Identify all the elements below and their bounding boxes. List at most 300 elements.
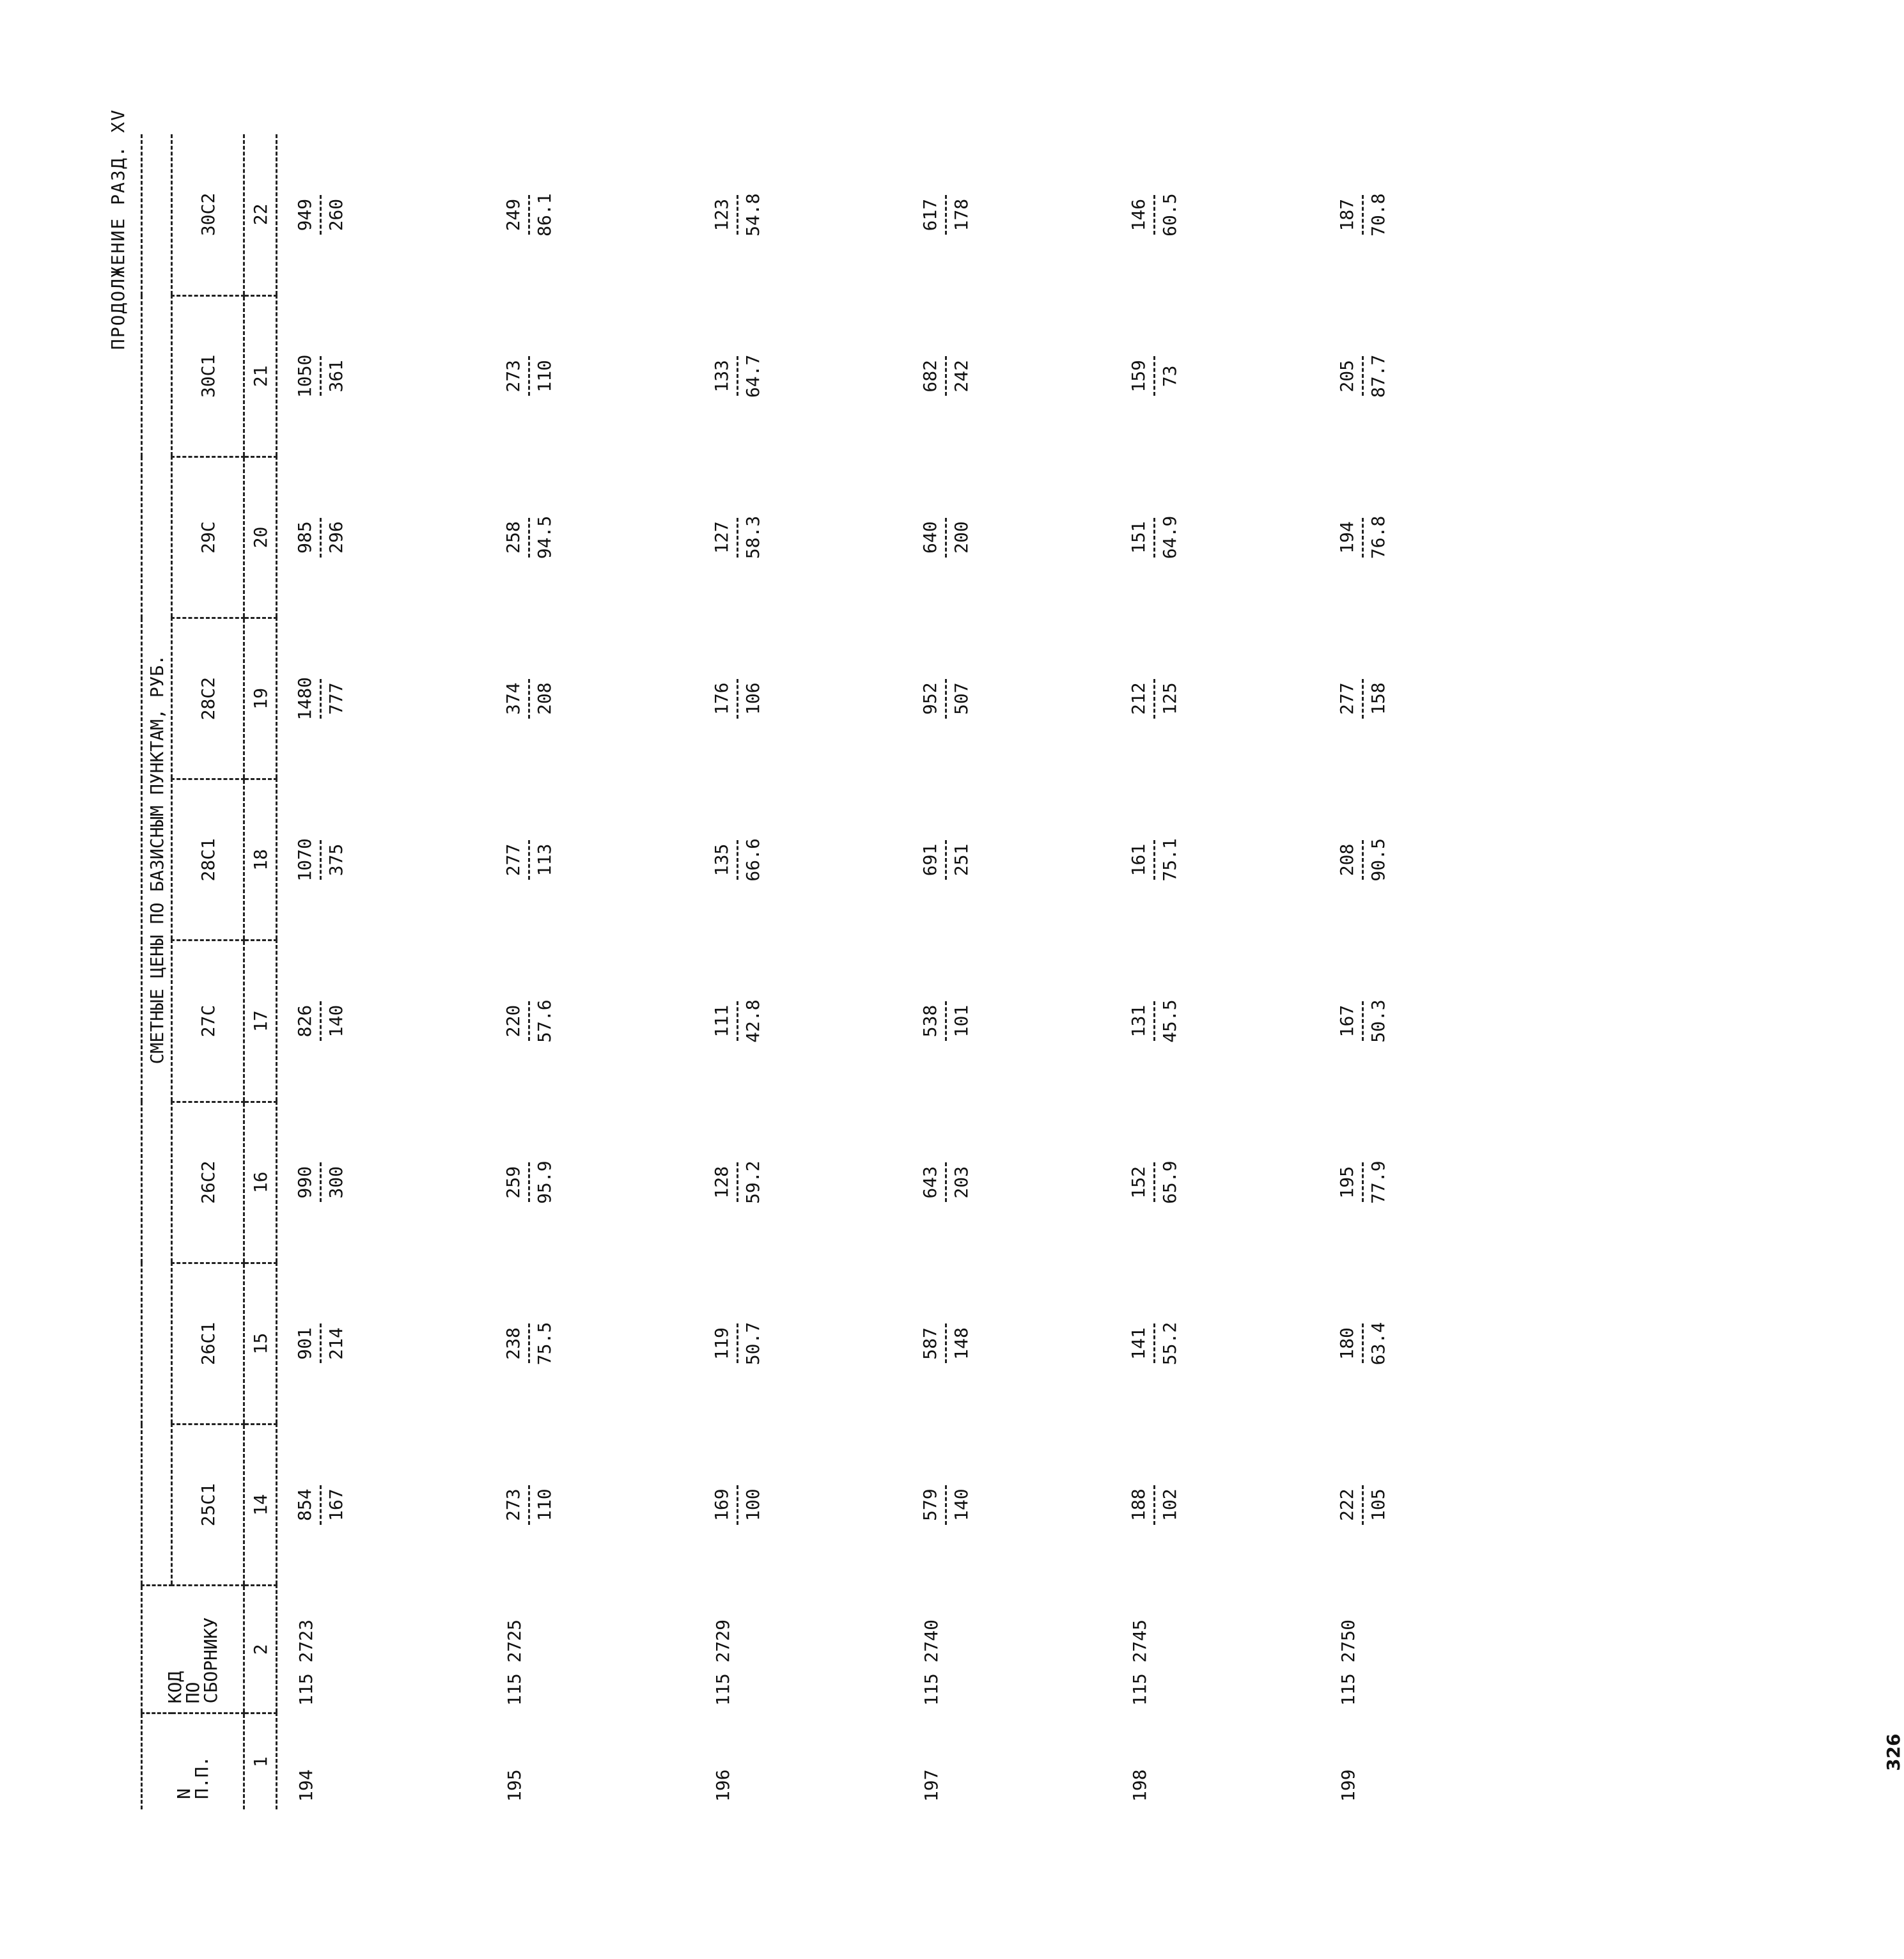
price-cell [694,779,903,940]
price-total: 161 [1128,843,1149,877]
price-fraction [712,347,763,405]
fraction-bar [1362,840,1364,880]
row-code: 115 2750 [1338,1619,1359,1706]
price-fraction [1338,1476,1388,1534]
continuation-title: ПРОДОЛЖЕНИЕ РАЗД. XV [107,109,129,350]
price-cell [694,457,903,618]
price-fraction [921,347,971,405]
price-total: 259 [503,1166,524,1199]
price-fraction [1129,1315,1180,1372]
price-total: 176 [711,682,732,715]
price-fraction [921,186,971,244]
row-code: 115 2740 [921,1619,942,1706]
price-cell [903,1263,1111,1424]
price-total: 691 [919,843,940,877]
price-cell [1320,940,1528,1102]
price-cell [277,295,487,457]
price-cell [694,295,903,457]
fraction-bar [1362,1162,1364,1202]
price-total: 854 [294,1488,315,1521]
price-component: 125 [1159,682,1180,715]
fraction-bar [1362,518,1364,558]
header-price-col: 26С1 [172,1263,244,1424]
price-fraction [504,831,554,889]
price-total: 990 [294,1166,315,1199]
price-fraction [921,1153,971,1211]
price-fraction [712,1315,763,1372]
price-cell [486,618,694,779]
price-total: 587 [919,1327,940,1360]
price-component: 87.7 [1368,354,1389,398]
price-component: 110 [534,1488,555,1521]
price-fraction [295,1153,346,1211]
price-cell [277,779,487,940]
row-number: 195 [504,1769,525,1802]
price-cell [277,618,487,779]
fraction-bar [1153,356,1155,396]
header-price-col: 28С2 [172,618,244,779]
price-cell [1320,295,1528,457]
price-component: 94.5 [534,515,555,559]
price-component: 66.6 [742,838,763,882]
price-total: 617 [919,198,940,231]
price-cell [486,295,694,457]
price-component: 101 [951,1004,972,1038]
price-component: 113 [534,843,555,877]
price-fraction [1129,186,1180,244]
price-fraction [295,1476,346,1534]
price-total: 133 [711,360,732,393]
price-total: 952 [919,682,940,715]
fraction-bar [528,1485,530,1525]
price-component: 296 [325,521,347,554]
price-fraction [921,1476,971,1534]
fraction-bar [1153,679,1155,719]
fraction-bar [737,195,738,235]
column-number: 16 [244,1102,277,1263]
price-component: 73 [1159,365,1180,387]
price-component: 64.7 [742,354,763,398]
fraction-bar [1153,1162,1155,1202]
price-fraction [295,831,346,889]
table-header [142,134,277,1809]
price-cell [1320,1424,1528,1586]
price-cell [1111,457,1320,618]
price-component: 140 [951,1488,972,1521]
price-fraction [1129,831,1180,889]
price-fraction [504,670,554,728]
header-npp-line1: N [173,1788,194,1799]
price-total: 135 [711,843,732,877]
price-fraction [921,1315,971,1372]
price-fraction [712,670,763,728]
price-cell [903,1102,1111,1263]
price-component: 100 [742,1488,763,1521]
header-price-col: 27С [172,940,244,1102]
price-total: 128 [711,1166,732,1199]
price-component: 65.9 [1159,1160,1180,1204]
price-cell [277,940,487,1102]
price-component: 375 [325,843,347,877]
price-total: 826 [294,1004,315,1038]
table-row [486,134,694,1809]
price-cell [1320,779,1528,940]
price-total: 1070 [294,838,315,882]
price-cell [277,134,487,295]
price-fraction [1129,1476,1180,1534]
price-total: 949 [294,198,315,231]
column-number: 1 [244,1713,277,1809]
price-cell [903,295,1111,457]
fraction-bar [737,1323,738,1363]
price-total: 273 [503,360,524,393]
fraction-bar [528,1323,530,1363]
header-code [142,1586,244,1713]
fraction-bar [1362,1323,1364,1363]
price-total: 127 [711,521,732,554]
price-fraction [712,1153,763,1211]
price-cell [903,457,1111,618]
price-total: 220 [503,1004,524,1038]
column-number: 20 [244,457,277,618]
price-total: 579 [919,1488,940,1521]
price-fraction [1338,992,1388,1050]
price-total: 208 [1336,843,1357,877]
fraction-bar [320,1323,322,1363]
price-total: 238 [503,1327,524,1360]
fraction-bar [945,356,947,396]
fraction-bar [1153,195,1155,235]
price-fraction [712,186,763,244]
price-component: 60.5 [1159,193,1180,237]
table-body [277,134,1529,1809]
price-cell [1320,1102,1528,1263]
price-component: 203 [951,1166,972,1199]
price-total: 640 [919,521,940,554]
fraction-bar [945,1485,947,1525]
price-component: 214 [325,1327,347,1360]
price-cell [1111,1424,1320,1586]
price-cell [903,618,1111,779]
fraction-bar [320,195,322,235]
price-total: 643 [919,1166,940,1199]
header-code-line2: ПО [182,1682,203,1704]
price-component: 58.3 [742,515,763,559]
header-price-col: 30С1 [172,295,244,457]
price-cell [486,457,694,618]
price-component: 50.7 [742,1322,763,1366]
fraction-bar [320,356,322,396]
column-number: 22 [244,134,277,295]
fraction-bar [1362,1001,1364,1041]
price-cell [486,1102,694,1263]
price-fraction [295,1315,346,1372]
price-component: 251 [951,843,972,877]
price-total: 222 [1336,1488,1357,1521]
price-total: 159 [1128,360,1149,393]
price-table [141,134,1528,1809]
table-row [1111,134,1320,1809]
fraction-bar [1362,195,1364,235]
column-number: 17 [244,940,277,1102]
fraction-bar [528,195,530,235]
price-cell [486,1424,694,1586]
row-number: 196 [712,1769,733,1802]
price-total: 187 [1336,198,1357,231]
fraction-bar [945,518,947,558]
fraction-bar [320,1001,322,1041]
price-component: 200 [951,521,972,554]
column-number: 18 [244,779,277,940]
price-component: 110 [534,360,555,393]
fraction-bar [737,356,738,396]
price-cell [486,134,694,295]
price-cell [1320,1263,1528,1424]
fraction-bar [945,195,947,235]
fraction-bar [945,1323,947,1363]
row-code: 115 2745 [1129,1619,1150,1706]
price-component: 300 [325,1166,347,1199]
price-total: 123 [711,198,732,231]
fraction-bar [528,518,530,558]
price-total: 167 [1336,1004,1357,1038]
price-total: 538 [919,1004,940,1038]
fraction-bar [945,679,947,719]
price-total: 195 [1336,1166,1357,1199]
column-number: 15 [244,1263,277,1424]
price-total: 141 [1128,1327,1149,1360]
price-cell [277,1424,487,1586]
price-component: 102 [1159,1488,1180,1521]
price-cell [903,779,1111,940]
price-fraction [712,831,763,889]
row-number: 194 [295,1769,316,1802]
price-fraction [1129,509,1180,566]
price-cell [903,940,1111,1102]
price-component: 57.6 [534,999,555,1043]
rotated-page [105,83,1904,1809]
page-number: 326 [1883,1733,1904,1771]
price-cell [694,618,903,779]
price-component: 75.5 [534,1322,555,1366]
price-cell [903,1424,1111,1586]
price-fraction [1338,186,1388,244]
fraction-bar [945,1001,947,1041]
price-total: 194 [1336,521,1357,554]
price-cell [694,1263,903,1424]
price-total: 212 [1128,682,1149,715]
price-cell [1320,134,1528,295]
price-total: 152 [1128,1166,1149,1199]
price-fraction [1338,670,1388,728]
price-cell [694,1102,903,1263]
price-cell [1320,457,1528,618]
price-fraction [1129,992,1180,1050]
price-component: 106 [742,682,763,715]
price-component: 45.5 [1159,999,1180,1043]
price-component: 55.2 [1159,1322,1180,1366]
price-total: 1480 [294,677,315,721]
price-fraction [1338,831,1388,889]
price-component: 167 [325,1488,347,1521]
price-cell [694,134,903,295]
fraction-bar [1362,356,1364,396]
price-total: 682 [919,360,940,393]
price-total: 169 [711,1488,732,1521]
header-prices-group: СМЕТНЫЕ ЦЕНЫ ПО БАЗИСНЫМ ПУНКТАМ, РУБ. [146,654,168,1065]
price-total: 277 [1336,682,1357,715]
price-component: 64.9 [1159,515,1180,559]
price-fraction [504,1315,554,1372]
price-component: 90.5 [1368,838,1389,882]
price-cell [1111,1263,1320,1424]
fraction-bar [1153,1001,1155,1041]
price-total: 119 [711,1327,732,1360]
price-fraction [921,509,971,566]
fraction-bar [1362,1485,1364,1525]
price-total: 188 [1128,1488,1149,1521]
price-fraction [1129,347,1180,405]
header-npp-line2: П.П. [191,1756,212,1799]
table-row [277,134,487,1809]
price-component: 507 [951,682,972,715]
price-cell [277,457,487,618]
price-cell [486,779,694,940]
price-fraction [1338,347,1388,405]
price-component: 361 [325,360,347,393]
price-cell [1111,618,1320,779]
price-component: 76.8 [1368,515,1389,559]
price-fraction [921,992,971,1050]
column-number: 19 [244,618,277,779]
price-fraction [295,347,346,405]
fraction-bar [1153,1485,1155,1525]
column-number: 14 [244,1424,277,1586]
price-component: 54.8 [742,193,763,237]
header-price-col: 25С1 [172,1424,244,1586]
price-cell [486,1263,694,1424]
row-number: 198 [1129,1769,1150,1802]
fraction-bar [737,1001,738,1041]
fraction-bar [737,1162,738,1202]
price-component: 777 [325,682,347,715]
price-component: 59.2 [742,1160,763,1204]
price-total: 1050 [294,354,315,398]
fraction-bar [528,840,530,880]
price-fraction [295,670,346,728]
price-fraction [504,186,554,244]
price-cell [1111,940,1320,1102]
price-fraction [504,347,554,405]
fraction-bar [737,1485,738,1525]
price-component: 42.8 [742,999,763,1043]
row-code: 115 2729 [712,1619,733,1706]
price-cell [1111,134,1320,295]
fraction-bar [1153,840,1155,880]
fraction-bar [320,1162,322,1202]
column-number: 21 [244,295,277,457]
price-total: 180 [1336,1327,1357,1360]
price-fraction [504,992,554,1050]
column-number: 2 [244,1586,277,1713]
price-component: 208 [534,682,555,715]
price-cell [277,1263,487,1424]
fraction-bar [945,840,947,880]
fraction-bar [528,679,530,719]
fraction-bar [737,679,738,719]
price-fraction [1338,1315,1388,1372]
price-total: 258 [503,521,524,554]
price-fraction [1129,670,1180,728]
fraction-bar [1153,1323,1155,1363]
price-component: 77.9 [1368,1160,1389,1204]
fraction-bar [320,679,322,719]
price-fraction [295,186,346,244]
price-component: 178 [951,198,972,231]
price-fraction [921,831,971,889]
price-component: 260 [325,198,347,231]
price-total: 985 [294,521,315,554]
price-cell [1111,1102,1320,1263]
header-price-col: 28С1 [172,779,244,940]
price-component: 70.8 [1368,193,1389,237]
price-cell [1320,618,1528,779]
price-total: 151 [1128,521,1149,554]
row-number: 199 [1338,1769,1359,1802]
price-fraction [712,509,763,566]
price-total: 205 [1336,360,1357,393]
header-price-col: 26С2 [172,1102,244,1263]
price-component: 105 [1368,1488,1389,1521]
price-fraction [504,1153,554,1211]
price-fraction [712,992,763,1050]
price-fraction [504,1476,554,1534]
price-total: 277 [503,843,524,877]
price-fraction [295,992,346,1050]
row-code: 115 2723 [295,1619,316,1706]
price-total: 146 [1128,198,1149,231]
price-component: 50.3 [1368,999,1389,1043]
price-total: 249 [503,198,524,231]
price-total: 901 [294,1327,315,1360]
price-component: 158 [1368,682,1389,715]
table-row [903,134,1111,1809]
price-cell [694,1424,903,1586]
fraction-bar [737,840,738,880]
fraction-bar [528,356,530,396]
fraction-bar [1362,679,1364,719]
header-price-col: 30С2 [172,134,244,295]
price-component: 242 [951,360,972,393]
price-component: 148 [951,1327,972,1360]
table-row [694,134,903,1809]
price-component: 75.1 [1159,838,1180,882]
fraction-bar [320,1485,322,1525]
fraction-bar [320,840,322,880]
fraction-bar [320,518,322,558]
header-code-line1: КОД [164,1671,185,1704]
price-fraction [712,1476,763,1534]
price-fraction [295,509,346,566]
price-component: 63.4 [1368,1322,1389,1366]
price-total: 273 [503,1488,524,1521]
price-fraction [921,670,971,728]
price-cell [277,1102,487,1263]
price-component: 95.9 [534,1160,555,1204]
row-number: 197 [921,1769,942,1802]
price-cell [694,940,903,1102]
price-cell [486,940,694,1102]
